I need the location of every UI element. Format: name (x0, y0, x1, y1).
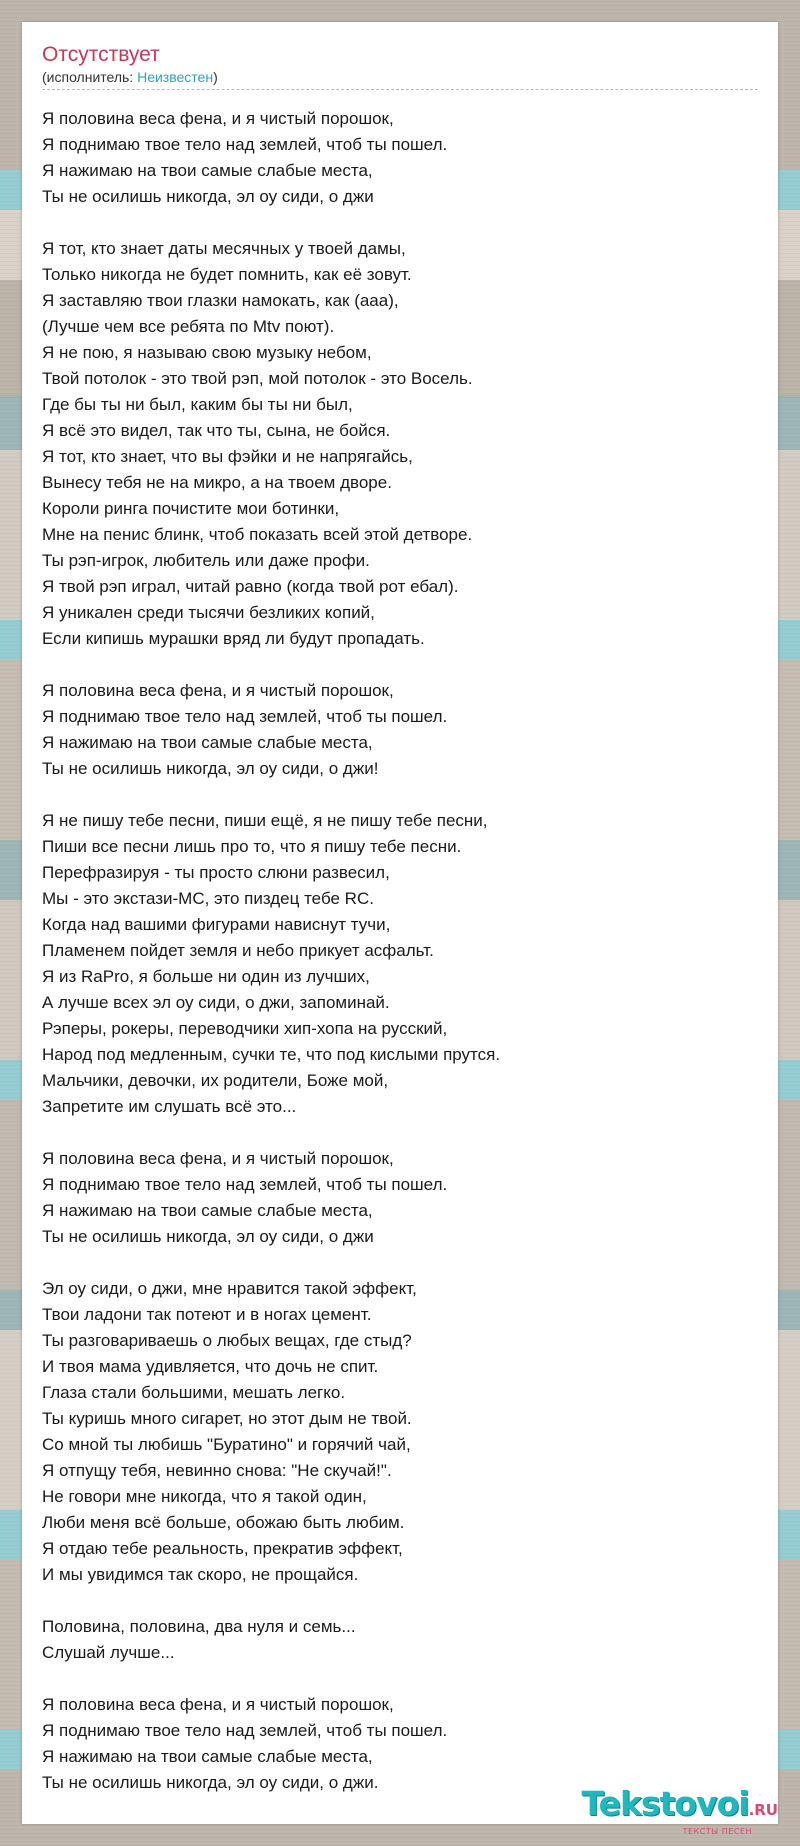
stanza-gap (42, 782, 758, 808)
lyric-line: Перефразируя - ты просто слюни развесил, (42, 863, 390, 882)
lyric-line: Я поднимаю твое тело над землей, чтоб ты пошел. (42, 1175, 448, 1194)
lyric-line: Пламенем пойдет земля и небо прикует асфальт. (42, 941, 434, 960)
lyric-line: Я заставляю твои глазки намокать, как (ааа), (42, 291, 399, 310)
lyric-line: Ты не осилишь никогда, эл оу сиди, о джи. (42, 1773, 379, 1792)
lyric-line: Ты куришь много сигарет, но этот дым не твой. (42, 1409, 412, 1428)
lyric-line: Я половина веса фена, и я чистый порошок, (42, 109, 394, 128)
lyric-line: Твой потолок - это твой рэп, мой потолок - это Восель. (42, 369, 473, 388)
lyric-line: Слушай лучше... (42, 1643, 175, 1662)
lyric-line: Ты не осилишь никогда, эл оу сиди, о джи! (42, 759, 379, 778)
performer-prefix: (исполнитель: (42, 69, 138, 85)
lyric-line: Вынесу тебя не на микро, а на твоем дворе. (42, 473, 392, 492)
lyric-line: Короли ринга почистите мои ботинки, (42, 499, 340, 518)
lyric-line: Я уникален среди тысячи безликих копий, (42, 603, 375, 622)
logo-tld: .RU (748, 1801, 778, 1819)
stanza-gap (42, 652, 758, 678)
lyric-line: Я отдаю тебе реальность, прекратив эффект, (42, 1539, 403, 1558)
site-logo[interactable] (568, 1784, 778, 1836)
performer-line (42, 68, 758, 86)
stanza-gap (42, 1120, 758, 1146)
lyric-line: Ты не осилишь никогда, эл оу сиди, о джи (42, 187, 374, 206)
lyric-line: Я отпущу тебя, невинно снова: "Не скучай!". (42, 1461, 392, 1480)
lyric-line: Люби меня всё больше, обожаю быть любим. (42, 1513, 405, 1532)
lyric-line: Ты разговариваешь о любых вещах, где стыд? (42, 1331, 412, 1350)
stanza-gap (42, 1250, 758, 1276)
lyric-line: Я тот, кто знает, что вы фэйки и не напрягайсь, (42, 447, 413, 466)
lyrics-body (42, 106, 758, 1796)
stanza-gap (42, 1588, 758, 1614)
lyric-line: Я не пишу тебе песни, пиши ещё, я не пишу тебе песни, (42, 811, 488, 830)
logo-wordmark (568, 1784, 778, 1827)
stanza-gap (42, 210, 758, 236)
lyric-line: Я поднимаю твое тело над землей, чтоб ты пошел. (42, 707, 448, 726)
lyric-line: Запретите им слушать всё это... (42, 1097, 297, 1116)
lyric-line: Мальчики, девочки, их родители, Боже мой, (42, 1071, 389, 1090)
lyric-line: Если кипишь мурашки вряд ли будут пропадать. (42, 629, 425, 648)
lyric-line: Народ под медленным, сучки те, что под кислыми прутся. (42, 1045, 501, 1064)
lyric-line: Где бы ты ни был, каким бы ты ни был, (42, 395, 353, 414)
lyric-line: Не говори мне никогда, что я такой один, (42, 1487, 367, 1506)
lyric-line: И твоя мама удивляется, что дочь не спит. (42, 1357, 379, 1376)
lyric-line: Ты не осилишь никогда, эл оу сиди, о джи (42, 1227, 374, 1246)
lyric-line: Я тот, кто знает даты месячных у твоей дамы, (42, 239, 406, 258)
lyric-line: (Лучше чем все ребята по Mtv поют). (42, 317, 335, 336)
stanza-gap (42, 1666, 758, 1692)
lyric-line: Я нажимаю на твои самые слабые места, (42, 733, 373, 752)
lyric-line: Твои ладони так потеют и в ногах цемент. (42, 1305, 372, 1324)
lyric-line: Я половина веса фена, и я чистый порошок, (42, 681, 394, 700)
performer-link[interactable]: Неизвестен (137, 69, 214, 85)
lyric-line: Я твой рэп играл, читай равно (когда твой рот ебал). (42, 577, 459, 596)
lyric-line: Глаза стали большими, мешать легко. (42, 1383, 346, 1402)
performer-suffix: ) (213, 69, 218, 85)
lyric-line: А лучше всех эл оу сиди, о джи, запоминай. (42, 993, 390, 1012)
song-title: Отсутствует (42, 43, 160, 66)
lyric-line: Я из RaPro, я больше ни один из лучших, (42, 967, 370, 986)
lyric-line: Я не пою, я называю свою музыку небом, (42, 343, 372, 362)
song-header (42, 42, 758, 90)
lyric-line: Я поднимаю твое тело над землей, чтоб ты пошел. (42, 135, 448, 154)
lyric-line: Я поднимаю твое тело над землей, чтоб ты пошел. (42, 1721, 448, 1740)
lyric-line: Мы - это экстази-МС, это пиздец тебе RC. (42, 889, 374, 908)
lyric-line: Я нажимаю на твои самые слабые места, (42, 1747, 373, 1766)
logo-name: Tekstovoi (581, 1784, 749, 1823)
lyric-line: Я всё это видел, так что ты, сына, не бойся. (42, 421, 391, 440)
lyric-line: Я нажимаю на твои самые слабые места, (42, 1201, 373, 1220)
logo-tagline: ТЕКСТЫ ПЕСЕН (682, 1827, 752, 1836)
lyric-line: Только никогда не будет помнить, как её зовут. (42, 265, 412, 284)
lyric-line: Мне на пенис блинк, чтоб показать всей этой детворе. (42, 525, 473, 544)
lyric-line: Я нажимаю на твои самые слабые места, (42, 161, 373, 180)
lyric-line: Рэперы, рокеры, переводчики хип-хопа на русский, (42, 1019, 448, 1038)
lyric-line: Ты рэп-игрок, любитель или даже профи. (42, 551, 370, 570)
lyric-line: Со мной ты любишь "Буратино" и горячий чай, (42, 1435, 411, 1454)
lyric-line: Я половина веса фена, и я чистый порошок, (42, 1149, 394, 1168)
lyric-line: Эл оу сиди, о джи, мне нравится такой эффект, (42, 1279, 417, 1298)
lyric-line: Когда над вашими фигурами нависнут тучи, (42, 915, 391, 934)
lyric-line: Пиши все песни лишь про то, что я пишу тебе песни. (42, 837, 462, 856)
lyric-line: Я половина веса фена, и я чистый порошок, (42, 1695, 394, 1714)
lyric-line: И мы увидимся так скоро, не прощайся. (42, 1565, 359, 1584)
lyric-line: Половина, половина, два нуля и семь... (42, 1617, 356, 1636)
lyrics-card (22, 22, 778, 1824)
